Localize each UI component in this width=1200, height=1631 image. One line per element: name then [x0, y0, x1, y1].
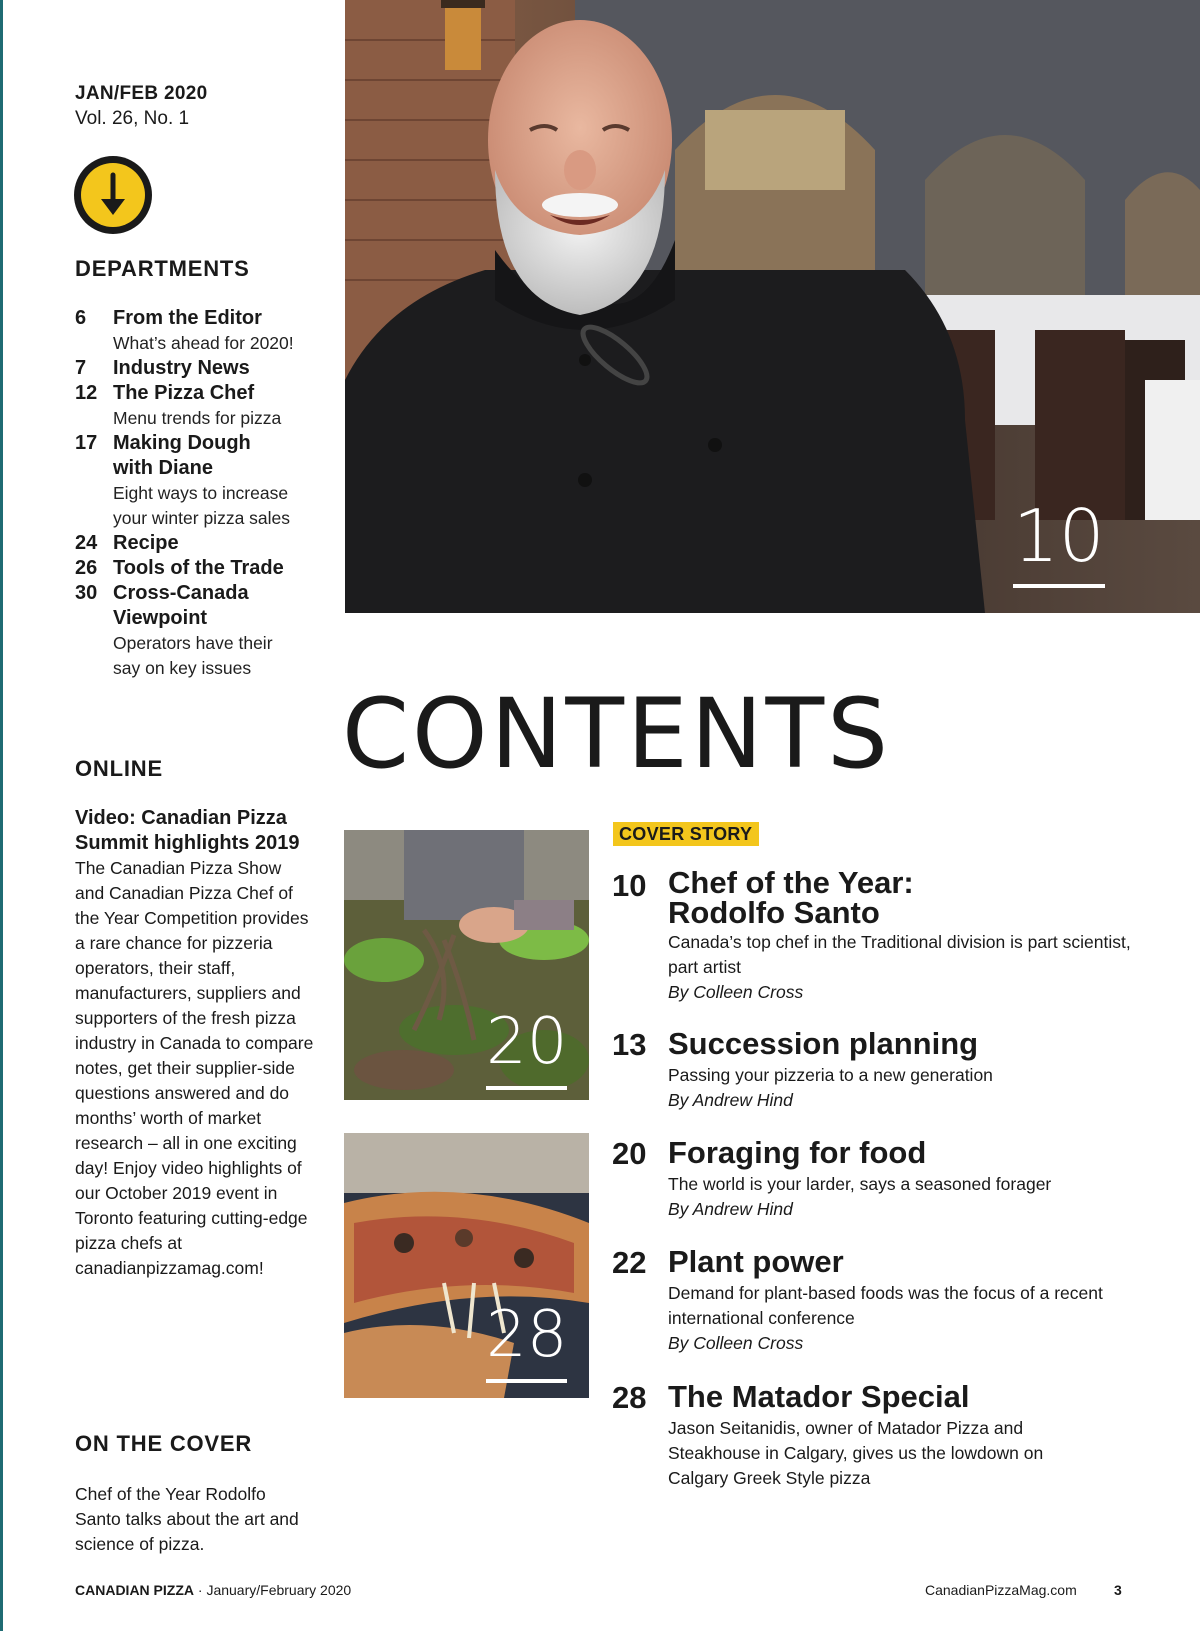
- issue-volume: Vol. 26, No. 1: [75, 108, 190, 129]
- on-the-cover-heading: ON THE COVER: [75, 1431, 253, 1456]
- department-title: From the Editor: [113, 307, 262, 329]
- issue-date: JAN/FEB 2020: [75, 83, 208, 104]
- footer-issue: · January/February 2020: [194, 1582, 352, 1598]
- department-subtitle: Operators have their say on key issues: [113, 633, 273, 678]
- online-video-title[interactable]: Video: Canadian Pizza Summit highlights 2019: [75, 807, 300, 854]
- story-byline: By Colleen Cross: [668, 982, 804, 1002]
- story-page: 28: [612, 1380, 647, 1415]
- story-title: Foraging for food: [668, 1135, 927, 1170]
- foraging-thumbnail[interactable]: [344, 830, 589, 1100]
- department-page: 24: [75, 532, 98, 554]
- story-description: Canada’s top chef in the Traditional division is part scientist, part artist: [668, 932, 1131, 977]
- department-item[interactable]: [75, 556, 325, 581]
- department-page: 7: [75, 357, 87, 379]
- story-entry[interactable]: [612, 1027, 1132, 1113]
- cover-chef-photo[interactable]: [345, 0, 1200, 613]
- online-heading: ONLINE: [75, 756, 163, 781]
- left-edge-rule: [0, 0, 3, 1631]
- on-the-cover-text: Chef of the Year Rodolfo Santo talks about the art and science of pizza.: [75, 1484, 299, 1554]
- story-page: 22: [612, 1245, 647, 1280]
- story-description: Passing your pizzeria to a new generation: [668, 1065, 993, 1085]
- department-item[interactable]: [75, 431, 325, 531]
- story-page: 13: [612, 1027, 647, 1062]
- departments-list: [75, 306, 325, 681]
- story-description: The world is your larder, says a seasoned forager: [668, 1174, 1052, 1194]
- story-entry[interactable]: [612, 1380, 1132, 1491]
- department-subtitle: Menu trends for pizza: [113, 408, 282, 428]
- departments-heading: DEPARTMENTS: [75, 256, 250, 281]
- story-page: 10: [612, 868, 647, 903]
- story-byline: By Colleen Cross: [668, 1333, 804, 1353]
- pizza-thumbnail[interactable]: [344, 1133, 589, 1398]
- online-description: The Canadian Pizza Show and Canadian Pizza Chef of the Year Competition provides a rare chance for pizzeria operators, their staff, manufacturers, suppliers and supporters of the fresh pizza industry in Canada to compare notes, get their supplier-side questions answered and do months’ worth of market research – all in one exciting day! Enjoy video highlights of our October 2019 event in Toronto featuring cutting-edge pizza chefs at canadianpizzamag.com!: [75, 858, 314, 1278]
- department-subtitle: What’s ahead for 2020!: [113, 333, 294, 353]
- footer-brand: CANADIAN PIZZA: [75, 1582, 194, 1598]
- department-title: Industry News: [113, 357, 250, 379]
- department-page: 26: [75, 557, 98, 579]
- department-item[interactable]: [75, 381, 325, 431]
- online-block: [75, 806, 325, 1281]
- department-title: The Pizza Chef: [113, 382, 255, 404]
- department-page: 12: [75, 382, 98, 404]
- cover-story-badge: COVER STORY: [613, 822, 759, 846]
- story-description: Jason Seitanidis, owner of Matador Pizza and Steakhouse in Calgary, gives us the lowdown on Calgary Greek Style pizza: [668, 1418, 1044, 1488]
- foraging-page-number: 20: [486, 1010, 567, 1074]
- department-title: Cross-Canada Viewpoint: [113, 582, 249, 629]
- department-title: Making Dough with Diane: [113, 432, 251, 479]
- department-title: Tools of the Trade: [113, 557, 284, 579]
- story-page: 20: [612, 1136, 647, 1171]
- down-arrow-icon: [74, 156, 152, 234]
- story-byline: By Andrew Hind: [668, 1090, 793, 1110]
- department-page: 30: [75, 582, 98, 604]
- story-description: Demand for plant-based foods was the focus of a recent international conference: [668, 1283, 1103, 1328]
- footer-left: [75, 1582, 351, 1598]
- pizza-page-number: 28: [486, 1303, 567, 1367]
- department-subtitle: Eight ways to increase your winter pizza sales: [113, 483, 291, 528]
- footer-page-number: 3: [1114, 1582, 1122, 1598]
- department-item[interactable]: [75, 306, 325, 356]
- department-item[interactable]: [75, 581, 325, 681]
- contents-title: CONTENTS: [342, 678, 892, 790]
- story-entry[interactable]: [612, 865, 1132, 1005]
- story-entry[interactable]: [612, 1245, 1132, 1356]
- hero-page-number: 10: [1013, 500, 1105, 572]
- story-title: Succession planning: [668, 1026, 979, 1061]
- story-title: Chef of the Year: Rodolfo Santo: [668, 865, 914, 930]
- story-title: Plant power: [668, 1244, 844, 1279]
- story-entry[interactable]: [612, 1136, 1132, 1222]
- footer-site-link[interactable]: CanadianPizzaMag.com: [925, 1582, 1077, 1598]
- department-item[interactable]: [75, 531, 325, 556]
- department-item[interactable]: [75, 356, 325, 381]
- department-page: 6: [75, 307, 87, 329]
- department-title: Recipe: [113, 532, 179, 554]
- story-byline: By Andrew Hind: [668, 1199, 793, 1219]
- story-title: The Matador Special: [668, 1379, 970, 1414]
- department-page: 17: [75, 432, 98, 454]
